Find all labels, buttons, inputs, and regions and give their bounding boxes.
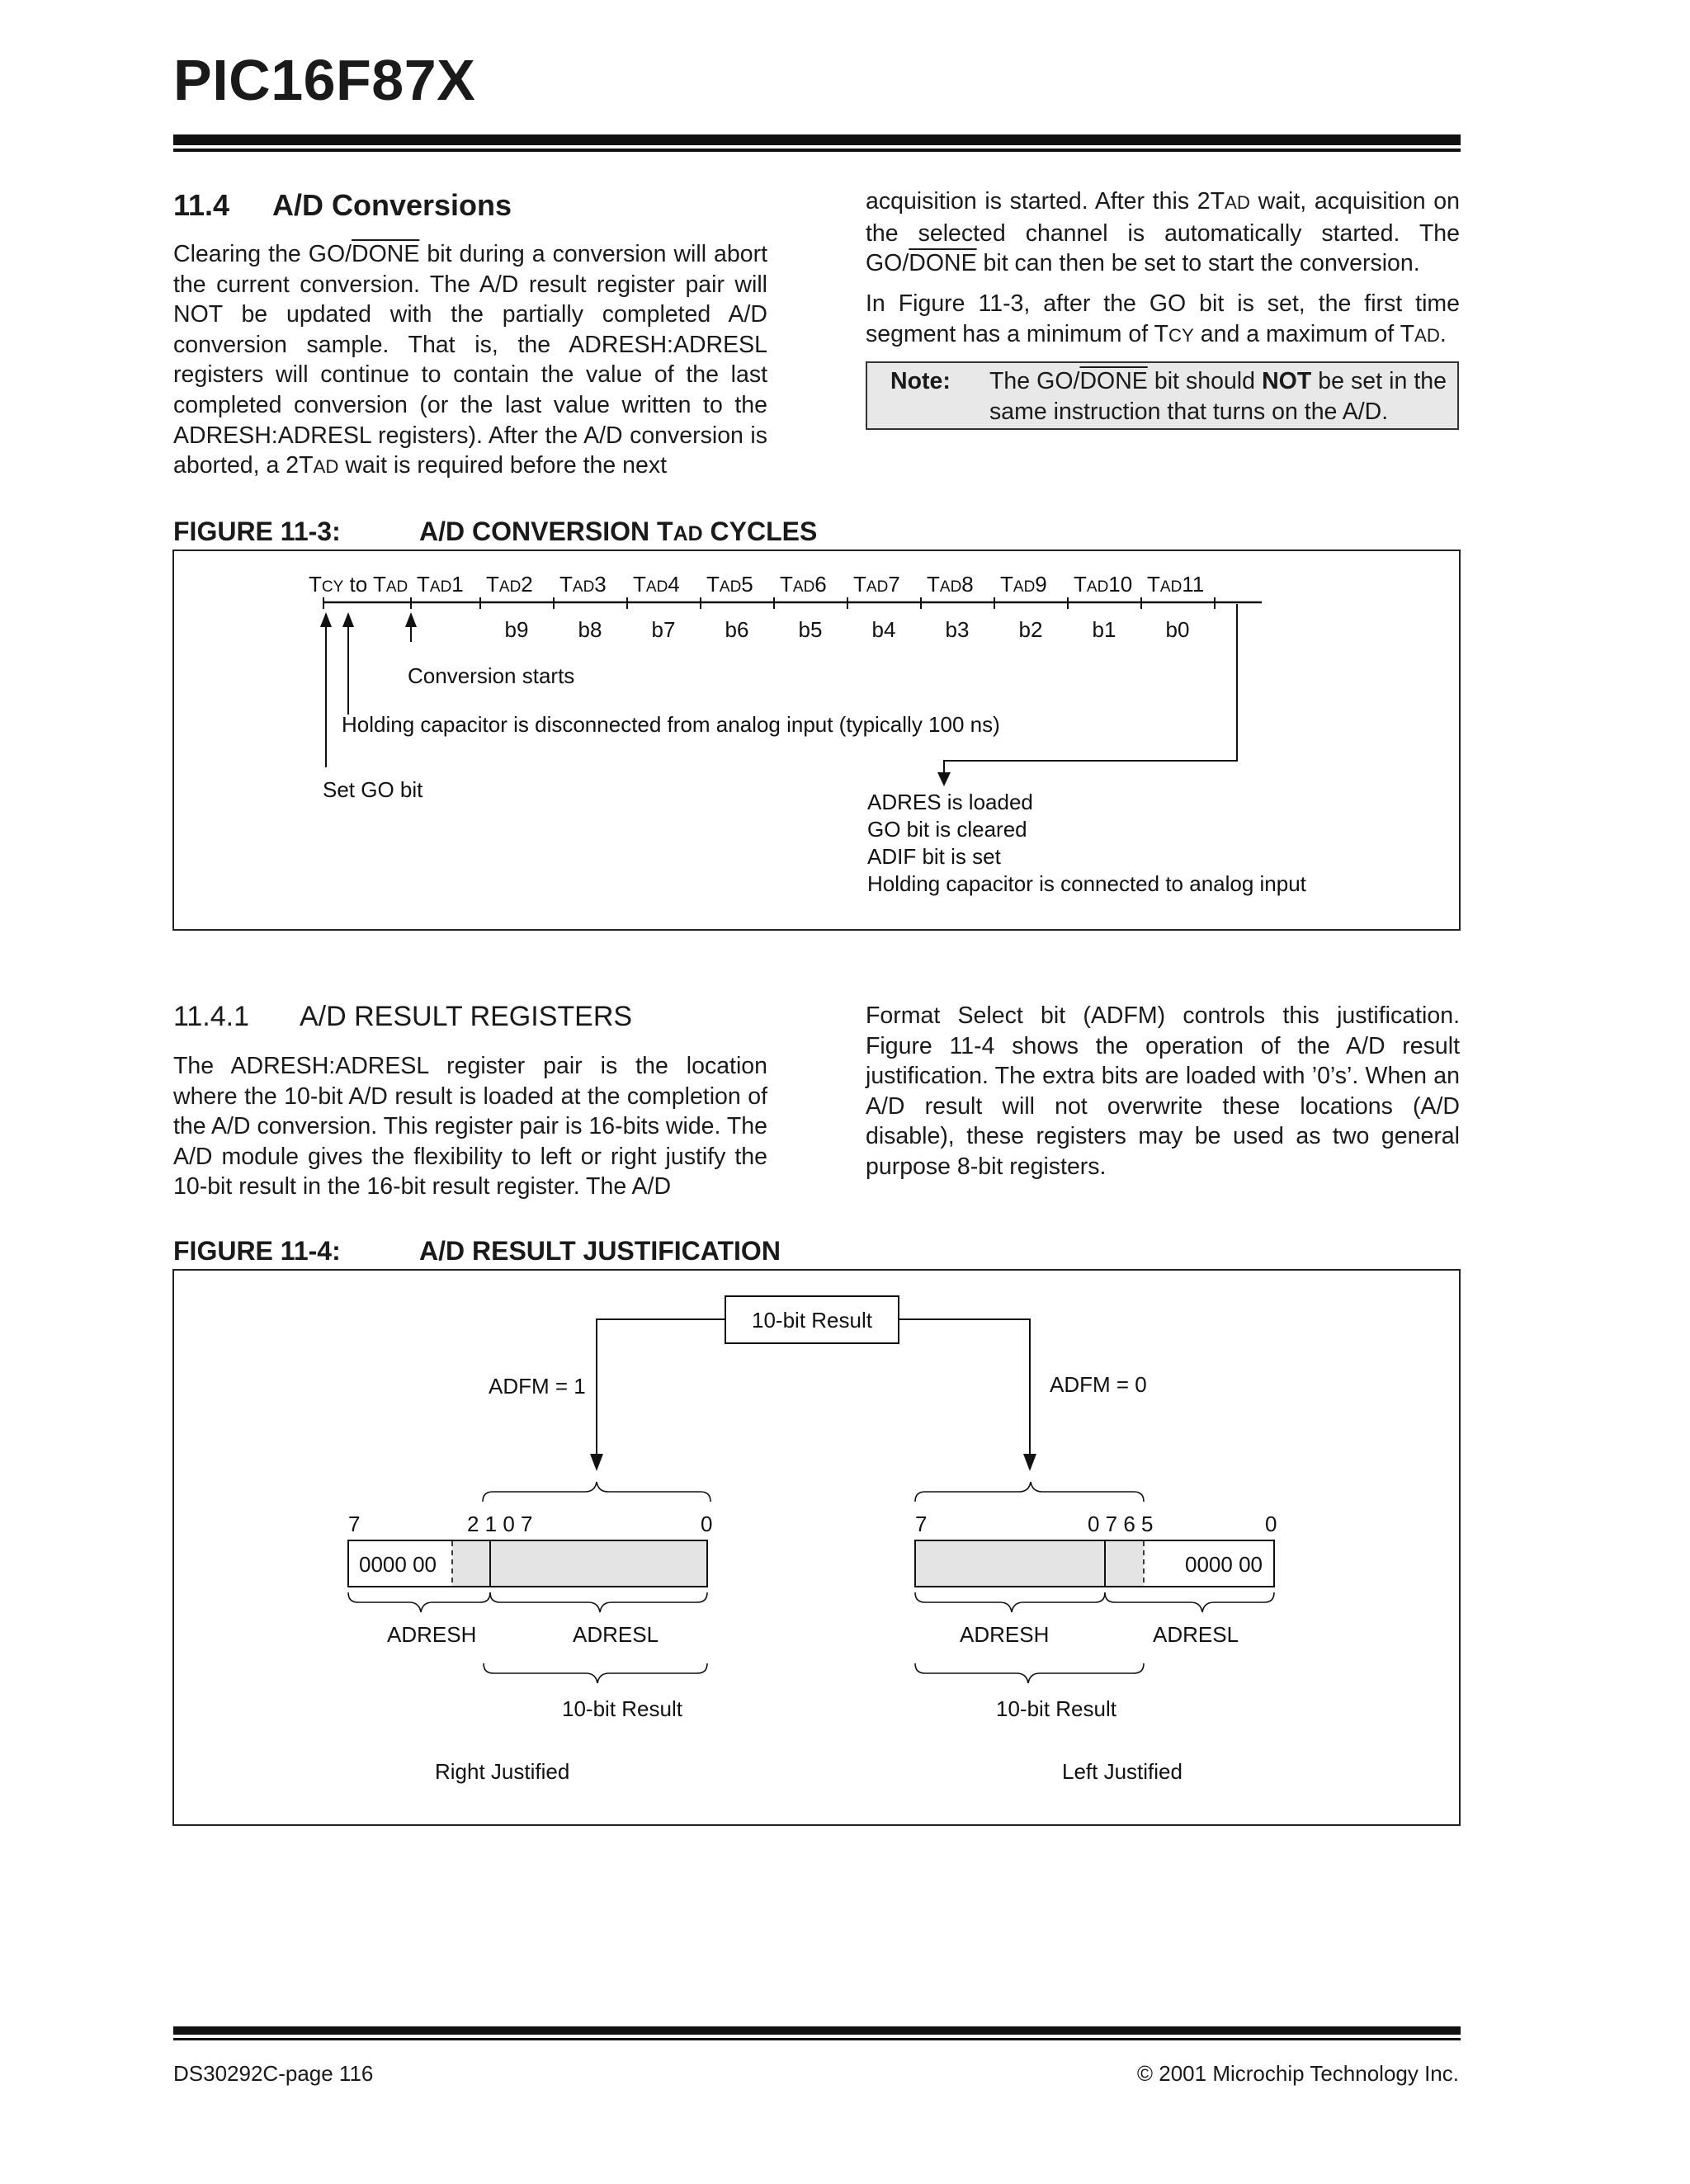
result-line-4: Holding capacitor is connected to analog input: [867, 871, 1306, 896]
bit-label-b7: b7: [651, 617, 676, 642]
result-line-1: ADRES is loaded: [867, 790, 1033, 814]
figure4-title: A/D RESULT JUSTIFICATION: [419, 1236, 781, 1266]
bit-label-b0: b0: [1165, 617, 1190, 642]
lj-bit7: 7: [915, 1512, 928, 1536]
rj-adresl-label: ADRESL: [573, 1622, 659, 1647]
conversion-starts-label: Conversion starts: [408, 663, 575, 688]
figure4-box: [172, 1269, 1461, 1826]
set-go-arrow-head: [320, 612, 332, 627]
note-label: Note:: [890, 368, 951, 394]
rj-bit7: 7: [348, 1512, 361, 1536]
rj-adresh-brace: [348, 1592, 490, 1612]
text-run-subscript: AD: [673, 522, 703, 545]
section-paragraph-3: [866, 289, 1460, 351]
top-result-label: 10-bit Result: [752, 1308, 872, 1333]
tad-label-9: TAD9: [1000, 572, 1047, 597]
adres-loaded-arrow-head: [937, 772, 951, 786]
footer-page-id: DS30292C-page 116: [173, 2061, 374, 2086]
result-line-2: GO bit is cleared: [867, 817, 1027, 842]
text-run-overline: DONE: [1079, 368, 1148, 394]
conversion-starts-arrow-head: [405, 612, 417, 627]
rj-adresh-label: ADRESH: [387, 1622, 477, 1647]
rj-shaded-adresl: [490, 1541, 706, 1586]
adres-loaded-connector: [944, 604, 1237, 774]
note-box: [866, 361, 1459, 430]
tad-label-5: TAD5: [706, 572, 753, 597]
text-run-overline: DONE: [352, 241, 420, 267]
tad-labels: [417, 572, 1204, 597]
set-go-label: Set GO bit: [323, 777, 423, 802]
lj-zeros: 0000 00: [1185, 1552, 1263, 1577]
section-paragraph-1: [173, 239, 767, 483]
tad-label-4: TAD4: [633, 572, 680, 597]
rj-zeros: 0000 00: [359, 1552, 437, 1577]
segment-label-tcy-to-tad: TCY to TAD: [309, 572, 408, 597]
adfm0-connector: [899, 1319, 1030, 1455]
figure3-title: [419, 518, 817, 545]
text-run-subscript: AD: [1414, 324, 1440, 346]
rj-adresl-brace: [490, 1592, 707, 1612]
text-run: wait, acquisition on the selected channel is automatically started. The GO/: [866, 188, 1460, 277]
text-run: bit can then be set to start the conversion.: [976, 250, 1420, 277]
figure3-diagram: [172, 550, 1461, 931]
rj-result-label: 10-bit Result: [562, 1696, 682, 1721]
bit-label-b6: b6: [725, 617, 749, 642]
lj-caption: Left Justified: [1062, 1759, 1183, 1784]
adfm1-label: ADFM = 1: [489, 1374, 586, 1399]
text-run: .: [1439, 320, 1447, 347]
text-run: In Figure 11-3, after the GO bit is set, the first time segment has a minimum of T: [866, 290, 1460, 347]
tad-label-3: TAD3: [559, 572, 607, 597]
text-run: A/D CONVERSION T: [419, 517, 673, 546]
lj-result-label: 10-bit Result: [996, 1696, 1116, 1721]
lj-shaded-bits: [916, 1541, 1144, 1586]
lj-adresh-brace: [915, 1592, 1105, 1612]
note-text: [989, 366, 1447, 427]
page-title: PIC16F87X: [173, 48, 476, 112]
rj-top-brace: [483, 1482, 710, 1502]
subsection-title: A/D RESULT REGISTERS: [300, 1001, 633, 1032]
adfm1-connector: [597, 1319, 725, 1455]
bit-label-b5: b5: [798, 617, 823, 642]
section-paragraph-2: [866, 186, 1460, 279]
adfm0-arrow-head: [1023, 1454, 1036, 1471]
tad-label-7: TAD7: [853, 572, 900, 597]
figure3-label: FIGURE 11-3:: [173, 517, 341, 546]
lj-bit0: 0: [1265, 1512, 1277, 1536]
section-number: 11.4: [173, 188, 230, 222]
lj-adresl-label: ADRESL: [1153, 1622, 1239, 1647]
footer-rule-thin: [173, 2038, 1461, 2040]
text-run: Clearing the GO/: [173, 241, 352, 267]
text-run: and a maximum of T: [1193, 320, 1414, 347]
text-run-overline: DONE: [909, 250, 977, 277]
subsection-number: 11.4.1: [173, 1001, 250, 1032]
figure4-label: FIGURE 11-4:: [173, 1236, 341, 1266]
bit-label-b9: b9: [504, 617, 529, 642]
text-run: bit during a conversion will abort the current conversion. The A/D result register pair will NOT be updated with the partially completed A/D conversion sample. That is, the ADRESH:ADRESL registers will continue to contain the value of the last completed conversion (or the last value written to the ADRESH:ADRESL registers). After the A/D conversion is aborted, a 2T: [173, 241, 767, 479]
bit-label-b2: b2: [1018, 617, 1043, 642]
lj-adresl-brace: [1105, 1592, 1274, 1612]
text-run: bit should: [1147, 368, 1263, 394]
holding-cap-arrow-head: [342, 612, 354, 627]
text-run-bold: NOT: [1262, 368, 1312, 394]
tad-label-2: TAD2: [486, 572, 533, 597]
result-line-3: ADIF bit is set: [867, 844, 1001, 869]
bit-label-b8: b8: [578, 617, 602, 642]
figure4-diagram: [172, 1269, 1461, 1826]
text-run: be set in the same instruction that turns on the A/D.: [989, 368, 1447, 425]
rj-mid-bits: 2 1 0 7: [467, 1512, 533, 1536]
rj-caption: Right Justified: [435, 1759, 570, 1784]
tad-label-1: TAD1: [417, 572, 464, 597]
footer-rule: [173, 2026, 1461, 2035]
rj-shaded-adresh-bits: [452, 1541, 490, 1586]
rj-bit0: 0: [701, 1512, 713, 1536]
bit-label-b1: b1: [1092, 617, 1116, 642]
rj-result-brace: [484, 1663, 707, 1683]
bit-labels: [505, 617, 1190, 642]
text-run-subscript: AD: [313, 456, 339, 478]
adfm1-arrow-head: [590, 1454, 603, 1471]
figure3-box: [172, 550, 1461, 931]
tad-label-6: TAD6: [780, 572, 827, 597]
lj-top-brace: [915, 1482, 1144, 1502]
text-run: wait is required before the next: [338, 452, 668, 479]
subsection-paragraph-1: The ADRESH:ADRESL register pair is the location where the 10-bit A/D result is loaded at the completion of the A/D conversion. This register pair is 16-bits wide. The A/D module gives the flexibility to left or right justify the 10-bit result in the 16-bit result register. The A/D: [173, 1053, 767, 1200]
section-title: A/D Conversions: [272, 188, 512, 222]
text-run-subscript: CY: [1168, 324, 1194, 346]
lj-mid-bits: 0 7 6 5: [1088, 1512, 1154, 1536]
bit-label-b4: b4: [871, 617, 896, 642]
text-run: CYCLES: [702, 517, 818, 546]
header-rule: [173, 134, 1461, 145]
lj-result-brace: [915, 1663, 1144, 1683]
bit-label-b3: b3: [945, 617, 970, 642]
tad-label-8: TAD8: [927, 572, 974, 597]
tad-label-10: TAD10: [1074, 572, 1133, 597]
header-rule-thin: [173, 149, 1461, 152]
subsection-paragraph-2: Format Select bit (ADFM) controls this justification. Figure 11-4 shows the operation of the A/D result justification. The extra bits are loaded with ’0’s’. When an A/D result will not overwrite these locations (A/D disable), these registers may be used as two general purpose 8-bit registers.: [866, 1002, 1460, 1180]
tad-label-11: TAD11: [1147, 572, 1205, 597]
text-run: The GO/: [989, 368, 1080, 394]
footer-copyright: © 2001 Microchip Technology Inc.: [1136, 2061, 1459, 2086]
text-run-subscript: AD: [1225, 192, 1250, 213]
holding-cap-label: Holding capacitor is disconnected from analog input (typically 100 ns): [342, 712, 1000, 737]
adfm0-label: ADFM = 0: [1050, 1372, 1147, 1397]
lj-adresh-label: ADRESH: [960, 1622, 1050, 1647]
text-run: acquisition is started. After this 2T: [866, 188, 1225, 215]
